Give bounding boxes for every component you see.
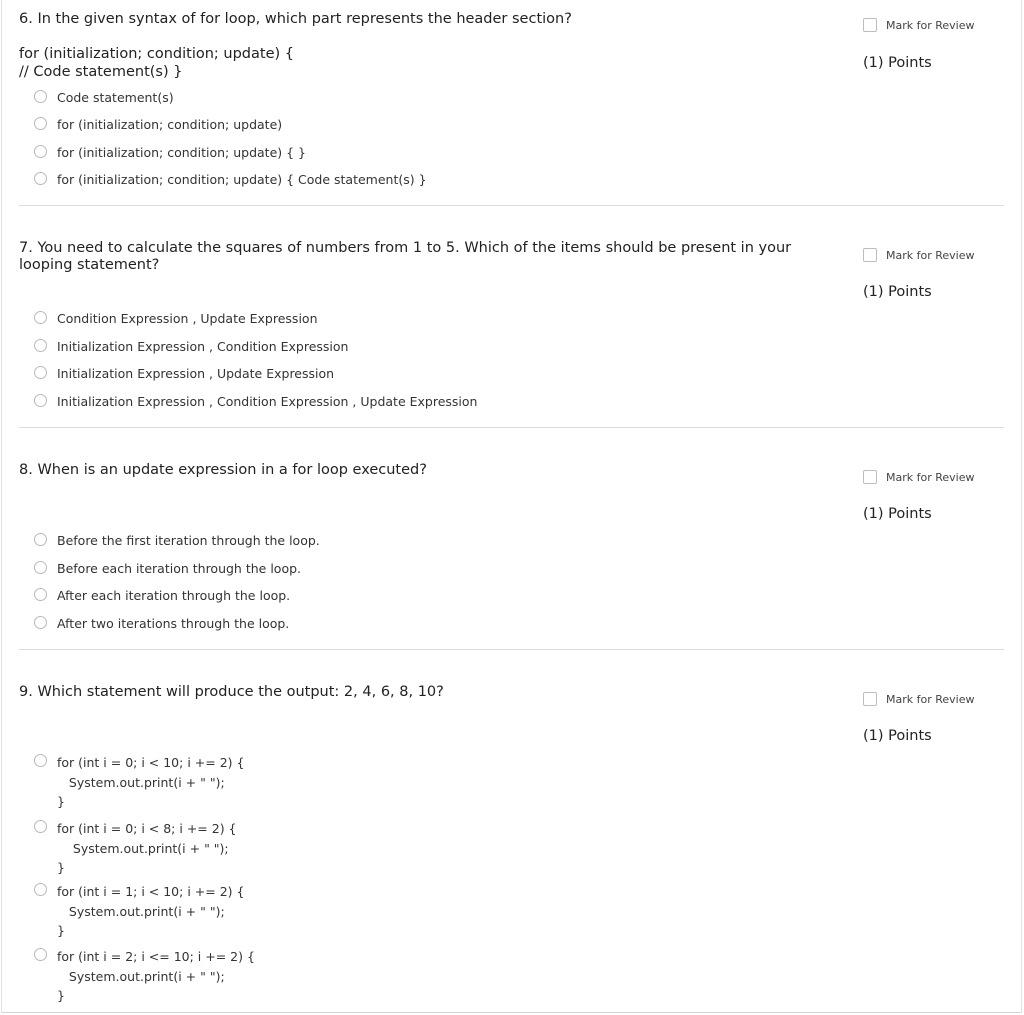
radio-button[interactable] <box>34 948 47 961</box>
option-label: Code statement(s) <box>57 90 174 105</box>
points-label: (1) Points <box>863 55 932 71</box>
question-text: 8. When is an update expression in a for loop executed? <box>19 462 427 478</box>
question-divider <box>19 427 1004 428</box>
mark-for-review-label: Mark for Review <box>886 693 975 706</box>
option-label: for (int i = 1; i < 10; i += 2) { System.out.print(i + " "); } <box>57 884 245 938</box>
option-label: Initialization Expression , Condition Expression <box>57 339 349 354</box>
option-label: for (int i = 2; i <= 10; i += 2) { System.out.print(i + " "); } <box>57 949 255 1003</box>
mark-for-review-label: Mark for Review <box>886 249 975 262</box>
radio-button[interactable] <box>34 145 47 158</box>
radio-button[interactable] <box>34 339 47 352</box>
radio-button[interactable] <box>34 117 47 130</box>
question-8 <box>19 461 1004 641</box>
option-label: After two iterations through the loop. <box>57 616 290 631</box>
question-6 <box>19 10 1004 200</box>
radio-button[interactable] <box>34 754 47 767</box>
question-divider <box>19 205 1004 206</box>
option-label: Initialization Expression , Condition Expression , Update Expression <box>57 394 478 409</box>
option-label: Before the first iteration through the loop. <box>57 533 320 548</box>
mark-for-review-checkbox[interactable] <box>863 470 877 484</box>
question-code-line: for (initialization; condition; update) { <box>19 46 294 62</box>
question-code-line: // Code statement(s) } <box>19 64 183 80</box>
mark-for-review-label: Mark for Review <box>886 19 975 32</box>
radio-button[interactable] <box>34 588 47 601</box>
radio-button[interactable] <box>34 394 47 407</box>
points-label: (1) Points <box>863 506 932 522</box>
option-label: Before each iteration through the loop. <box>57 561 301 576</box>
radio-button[interactable] <box>34 172 47 185</box>
radio-button[interactable] <box>34 366 47 379</box>
mark-for-review-checkbox[interactable] <box>863 692 877 706</box>
question-text: 7. You need to calculate the squares of numbers from 1 to 5. Which of the items should be present in your looping statement? <box>19 240 792 273</box>
question-7 <box>19 239 1004 419</box>
option-label: for (initialization; condition; update) { } <box>57 145 306 160</box>
mark-for-review-label: Mark for Review <box>886 471 975 484</box>
option-label: Condition Expression , Update Expression <box>57 311 318 326</box>
radio-button[interactable] <box>34 883 47 896</box>
mark-for-review-checkbox[interactable] <box>863 18 877 32</box>
option-label: for (int i = 0; i < 8; i += 2) { System.out.print(i + " "); } <box>57 821 237 875</box>
radio-button[interactable] <box>34 90 47 103</box>
radio-button[interactable] <box>34 533 47 546</box>
mark-for-review-checkbox[interactable] <box>863 248 877 262</box>
question-text: 9. Which statement will produce the output: 2, 4, 6, 8, 10? <box>19 684 444 700</box>
points-label: (1) Points <box>863 728 932 744</box>
radio-button[interactable] <box>34 311 47 324</box>
question-9 <box>19 683 1004 1008</box>
option-label: for (initialization; condition; update) { Code statement(s) } <box>57 172 427 187</box>
radio-button[interactable] <box>34 561 47 574</box>
option-label: Initialization Expression , Update Expression <box>57 366 335 381</box>
option-label: for (int i = 0; i < 10; i += 2) { System.out.print(i + " "); } <box>57 755 245 809</box>
points-label: (1) Points <box>863 284 932 300</box>
question-divider <box>19 649 1004 650</box>
question-text: 6. In the given syntax of for loop, which part represents the header section? <box>19 11 572 27</box>
option-label: for (initialization; condition; update) <box>57 117 283 132</box>
radio-button[interactable] <box>34 820 47 833</box>
radio-button[interactable] <box>34 616 47 629</box>
option-label: After each iteration through the loop. <box>57 588 291 603</box>
